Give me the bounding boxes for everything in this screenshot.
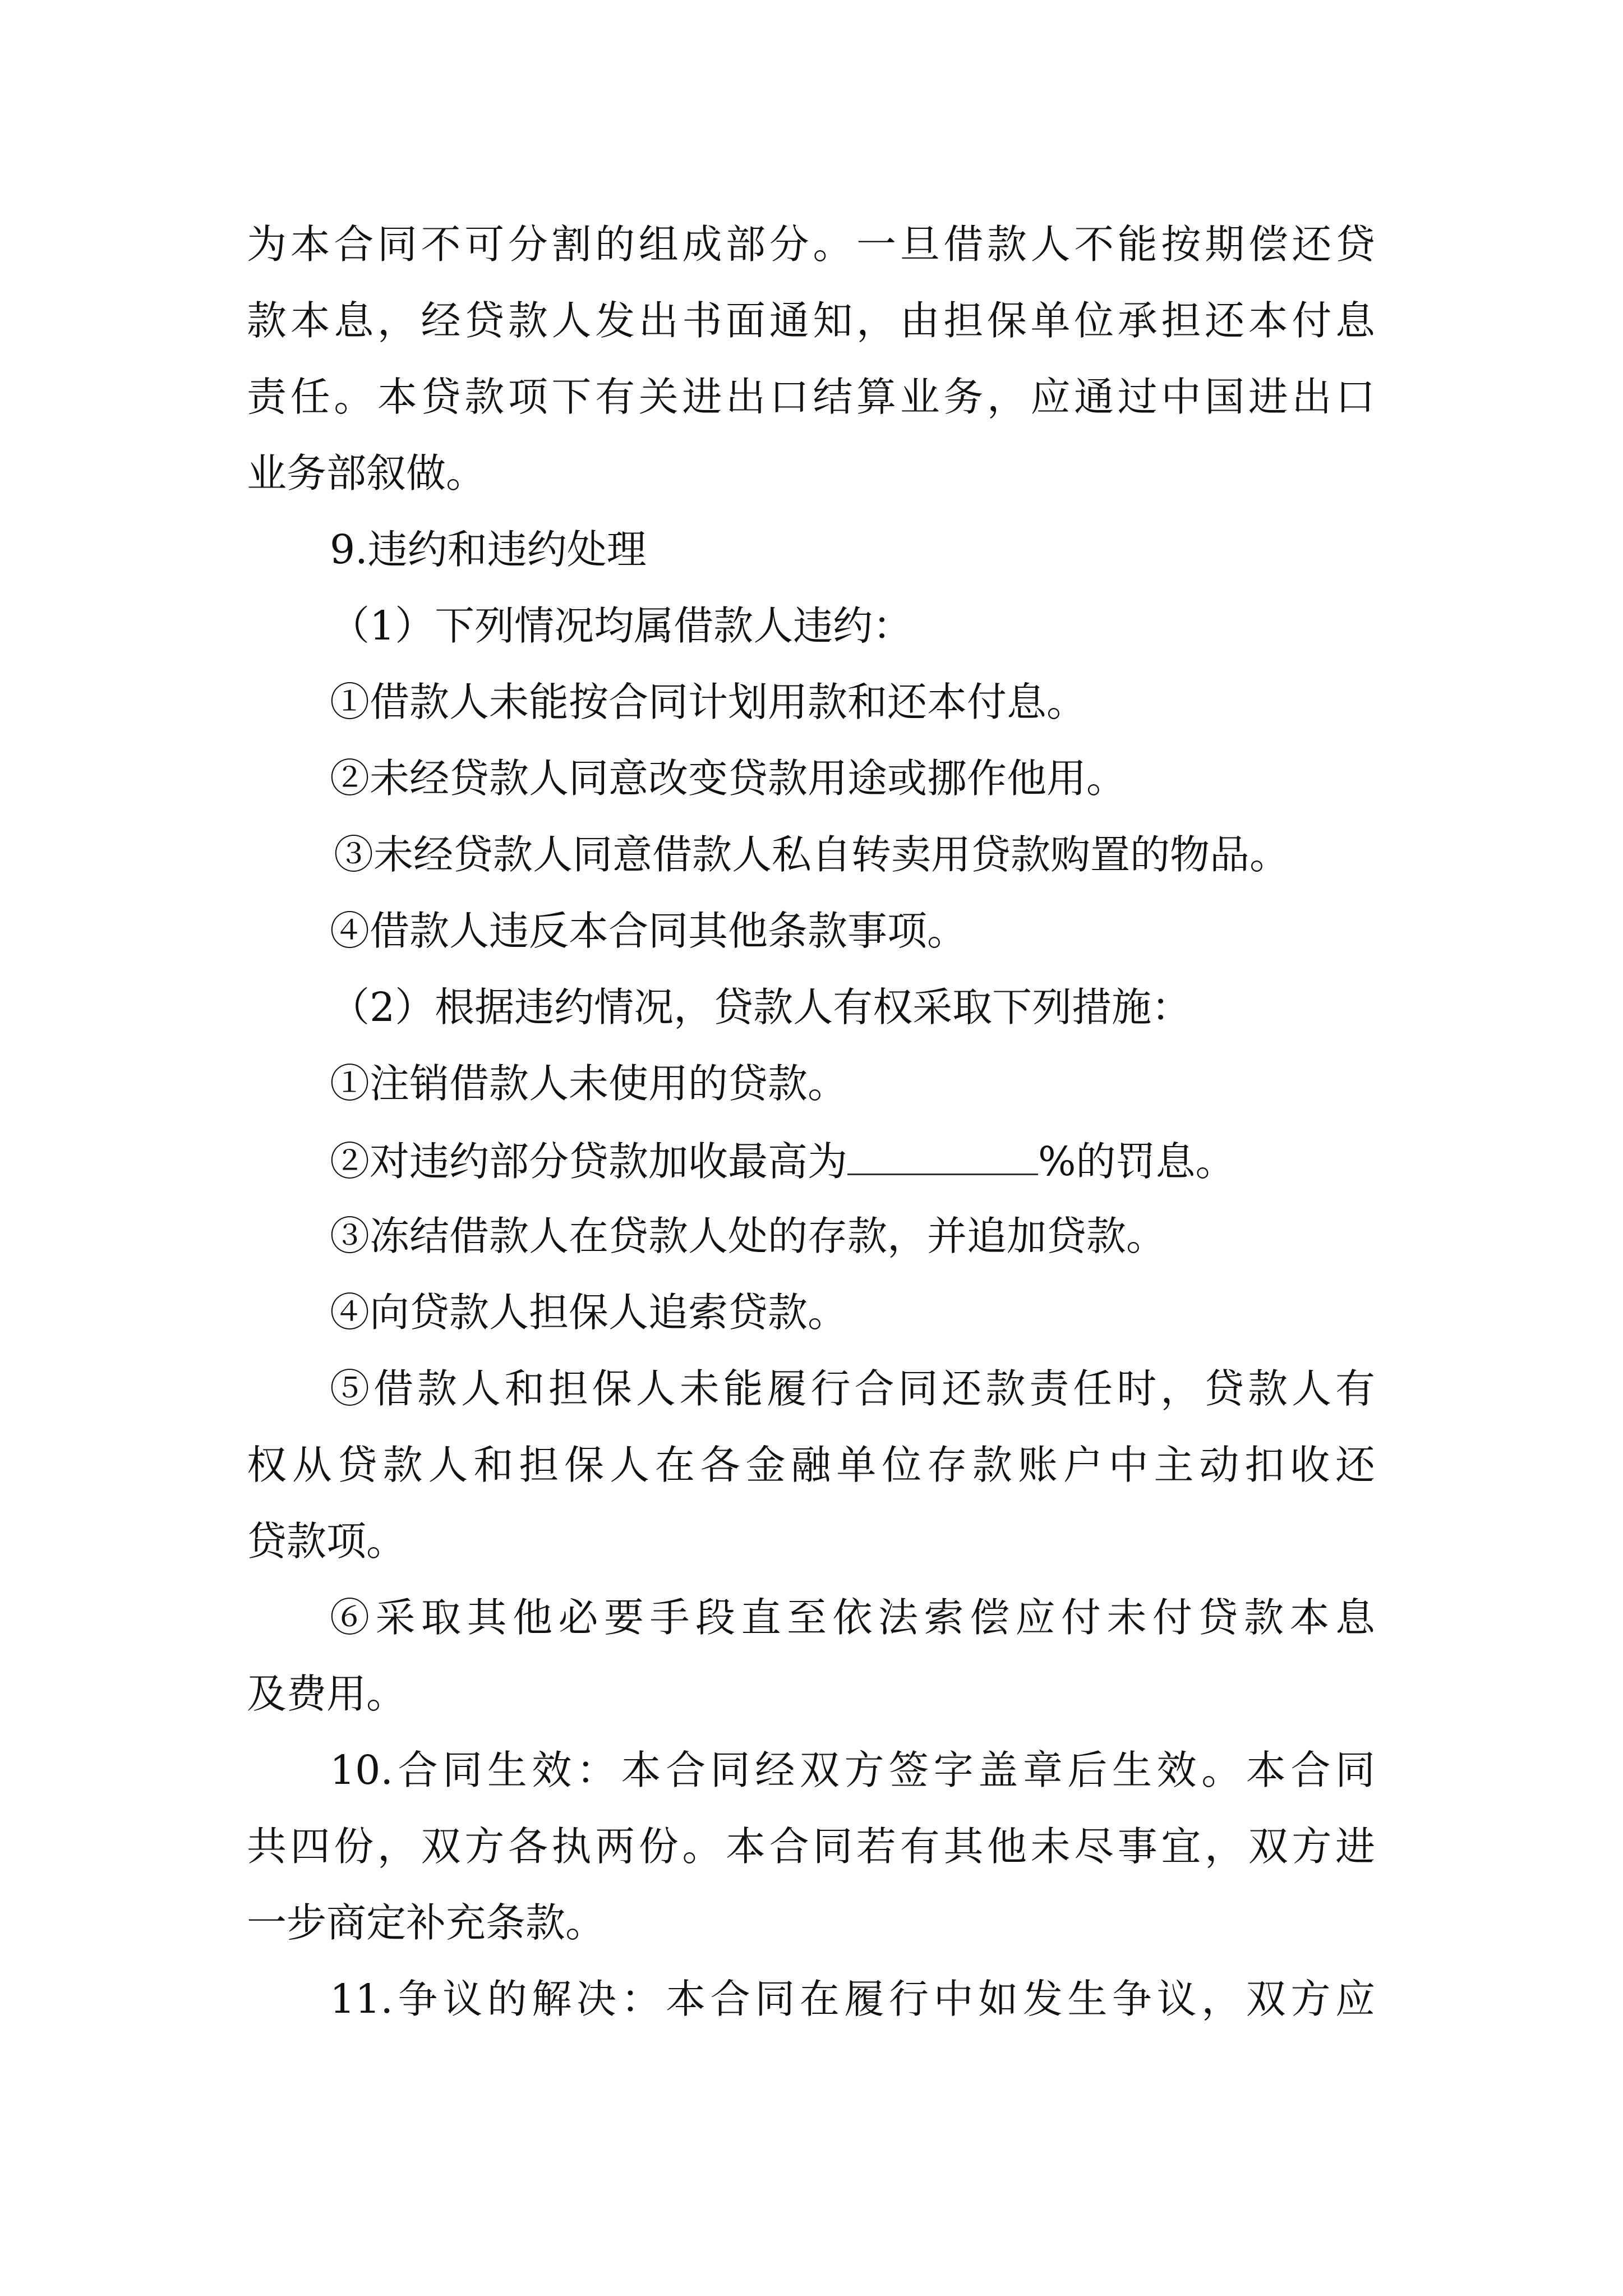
list-item-text: ②对违约部分贷款加收最高为 bbox=[330, 1138, 848, 1185]
text-line: 责任。本贷款项下有关进出口结算业务，应通过中国进出口 bbox=[247, 374, 1375, 420]
list-item-text: %的罚息。 bbox=[1038, 1138, 1235, 1185]
list-item: ②未经贷款人同意改变贷款用途或挪作他用。 bbox=[330, 755, 1127, 802]
list-item: ①注销借款人未使用的贷款。 bbox=[330, 1060, 848, 1107]
text-line: 贷款项。 bbox=[247, 1518, 407, 1565]
text-line: 共四份，双方各执两份。本合同若有其他未尽事宜，双方进 bbox=[247, 1823, 1375, 1870]
list-item: ④借款人违反本合同其他条款事项。 bbox=[330, 908, 967, 954]
text-line: 及费用。 bbox=[247, 1671, 407, 1717]
list-item: ④向贷款人担保人追索贷款。 bbox=[330, 1289, 848, 1336]
list-item: ①借款人未能按合同计划用款和还本付息。 bbox=[330, 679, 1087, 725]
text-line: 权从贷款人和担保人在各金融单位存款账户中主动扣收还 bbox=[247, 1442, 1375, 1488]
list-item: ③未经贷款人同意借款人私自转卖用贷款购置的物品。 bbox=[334, 831, 1290, 878]
text-line: 业务部叙做。 bbox=[247, 450, 486, 496]
sub-heading: （1）下列情况均属借款人违约： bbox=[330, 602, 913, 649]
fill-in-blank[interactable] bbox=[847, 1140, 1038, 1175]
list-item: ⑥采取其他必要手段直至依法索偿应付未付贷款本息 bbox=[330, 1594, 1375, 1641]
section-heading: 9.违约和违约处理 bbox=[330, 526, 647, 573]
list-item: ③冻结借款人在贷款人处的存款，并追加贷款。 bbox=[330, 1213, 1166, 1259]
list-item: ⑤借款人和担保人未能履行合同还款责任时，贷款人有 bbox=[330, 1365, 1375, 1412]
text-line: 一步商定补充条款。 bbox=[247, 1899, 606, 1946]
sub-heading: （2）根据违约情况，贷款人有权采取下列措施： bbox=[330, 984, 1192, 1030]
section-heading: 11.争议的解决：本合同在履行中如发生争议，双方应 bbox=[330, 1976, 1375, 2022]
section-heading: 10.合同生效：本合同经双方签字盖章后生效。本合同 bbox=[330, 1747, 1375, 1793]
text-line: 为本合同不可分割的组成部分。一旦借款人不能按期偿还贷 bbox=[247, 221, 1375, 268]
list-item-with-blank bbox=[330, 1138, 1235, 1185]
text-line: 款本息，经贷款人发出书面通知，由担保单位承担还本付息 bbox=[247, 297, 1375, 344]
